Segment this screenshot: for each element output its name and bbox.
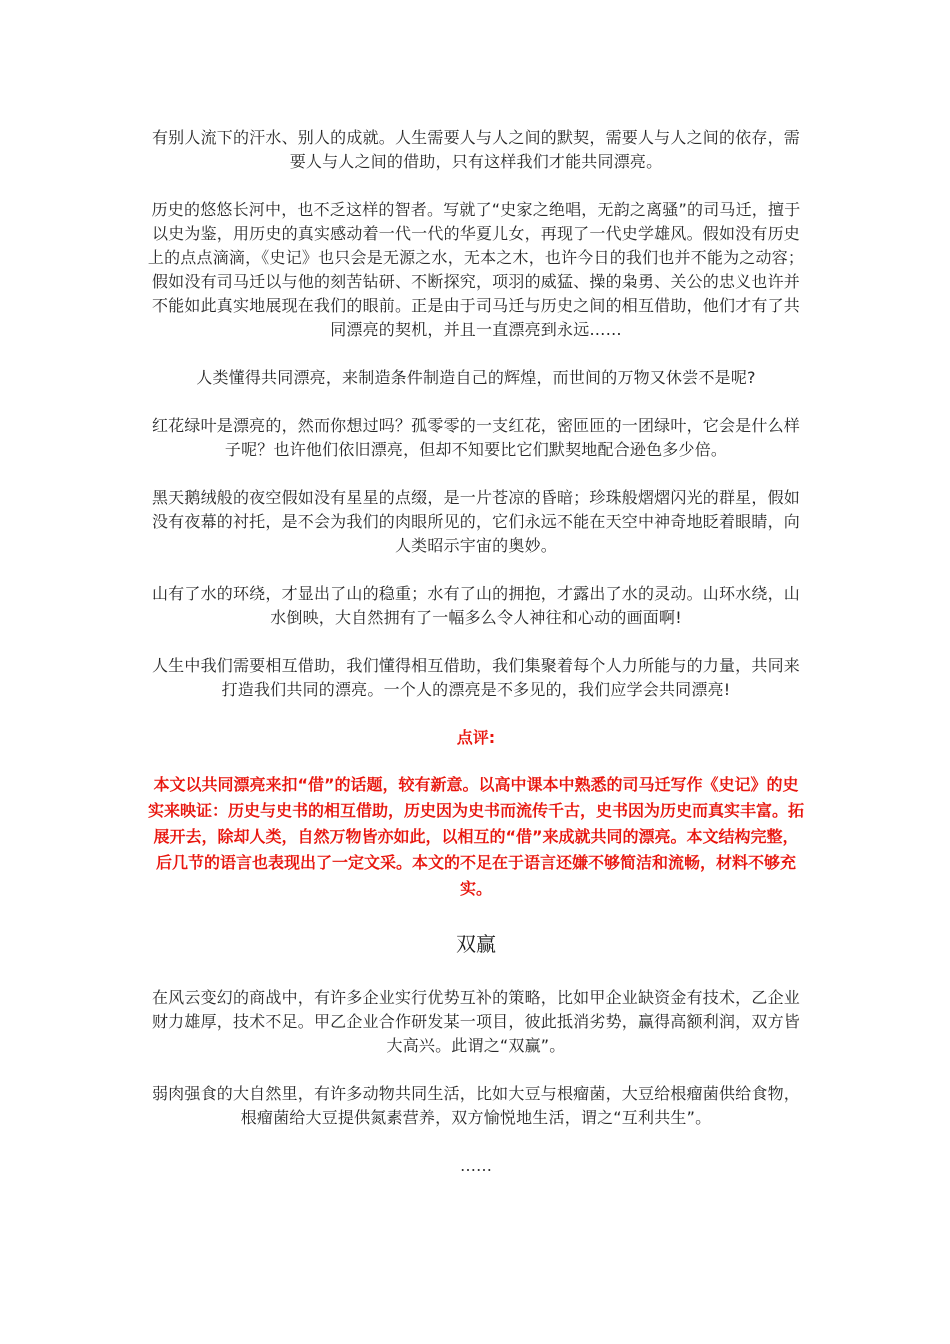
document-page bbox=[146, 126, 806, 1178]
critique-label: 点评: bbox=[456, 728, 496, 747]
paragraph-5: 黑天鹅绒般的夜空假如没有星星的点缀，是一片苍凉的昏暗；珍珠般熠熠闪光的群星，假如没有夜幕的衬托，是不会为我们的肉眼所见的，它们永远不能在天空中神奇地眨着眼睛，向人类昭示宇宙的奥妙。 bbox=[151, 488, 800, 555]
section-title: 双赢 bbox=[456, 932, 496, 956]
paragraph-3: 人类懂得共同漂亮，来制造条件制造自己的辉煌，而世间的万物又休尝不是呢? bbox=[196, 368, 756, 387]
ellipsis: …… bbox=[460, 1156, 492, 1175]
paragraph-2: 历史的悠悠长河中，也不乏这样的智者。写就了“史家之绝唱，无韵之离骚”的司马迁，擅于以史为鉴，用历史的真实感动着一代一代的华夏儿女，再现了一代史学雄风。假如没有历史上的点点滴滴，《史记》也只会是无源之水，无本之木，也许今日的我们也并不能为之动容；假如没有司马迁以与他的刻苦钻研、不断探究，项羽的威猛、操的枭勇、关公的忠义也许并不能如此真实地展现在我们的眼前。正是由于司马迁与历史之间的相互借助，他们才有了共同漂亮的契机，并且一直漂亮到永远…… bbox=[147, 200, 805, 339]
critique-text: 本文以共同漂亮来扣“借”的话题，较有新意。以高中课本中熟悉的司马迁写作《史记》的史实来映证：历史与史书的相互借助，历史因为史书而流传千古，史书因为历史而真实丰富。拓展开去，除却人类，自然万物皆亦如此，以相互的“借”来成就共同的漂亮。本文结构完整，后几节的语言也表现出了一定文采。本文的不足在于语言还嫌不够简洁和流畅，材料不够充实。 bbox=[147, 775, 804, 898]
paragraph-7: 人生中我们需要相互借助，我们懂得相互借助，我们集聚着每个人力所能与的力量，共同来打造我们共同的漂亮。一个人的漂亮是不多见的，我们应学会共同漂亮! bbox=[151, 656, 800, 699]
paragraph-9: 弱肉强食的大自然里，有许多动物共同生活，比如大豆与根瘤菌，大豆给根瘤菌供给食物，根瘤菌给大豆提供氮素营养，双方愉悦地生活，谓之“互利共生”。 bbox=[151, 1084, 800, 1127]
paragraph-6: 山有了水的环绕，才显出了山的稳重；水有了山的拥抱，才露出了水的灵动。山环水绕，山水倒映，大自然拥有了一幅多么令人神往和心动的画面啊! bbox=[151, 584, 800, 627]
paragraph-8: 在风云变幻的商战中，有许多企业实行优势互补的策略，比如甲企业缺资金有技术，乙企业财力雄厚，技术不足。甲乙企业合作研发某一项目，彼此抵消劣势，赢得高额利润，双方皆大高兴。此谓之“双赢”。 bbox=[151, 988, 800, 1055]
paragraph-4: 红花绿叶是漂亮的，然而你想过吗？孤零零的一支红花，密匝匝的一团绿叶，它会是什么样子呢？也许他们依旧漂亮，但却不知要比它们默契地配合逊色多少倍。 bbox=[151, 416, 800, 459]
paragraph-1: 有别人流下的汗水、别人的成就。人生需要人与人之间的默契，需要人与人之间的依存，需要人与人之间的借助，只有这样我们才能共同漂亮。 bbox=[151, 128, 800, 171]
